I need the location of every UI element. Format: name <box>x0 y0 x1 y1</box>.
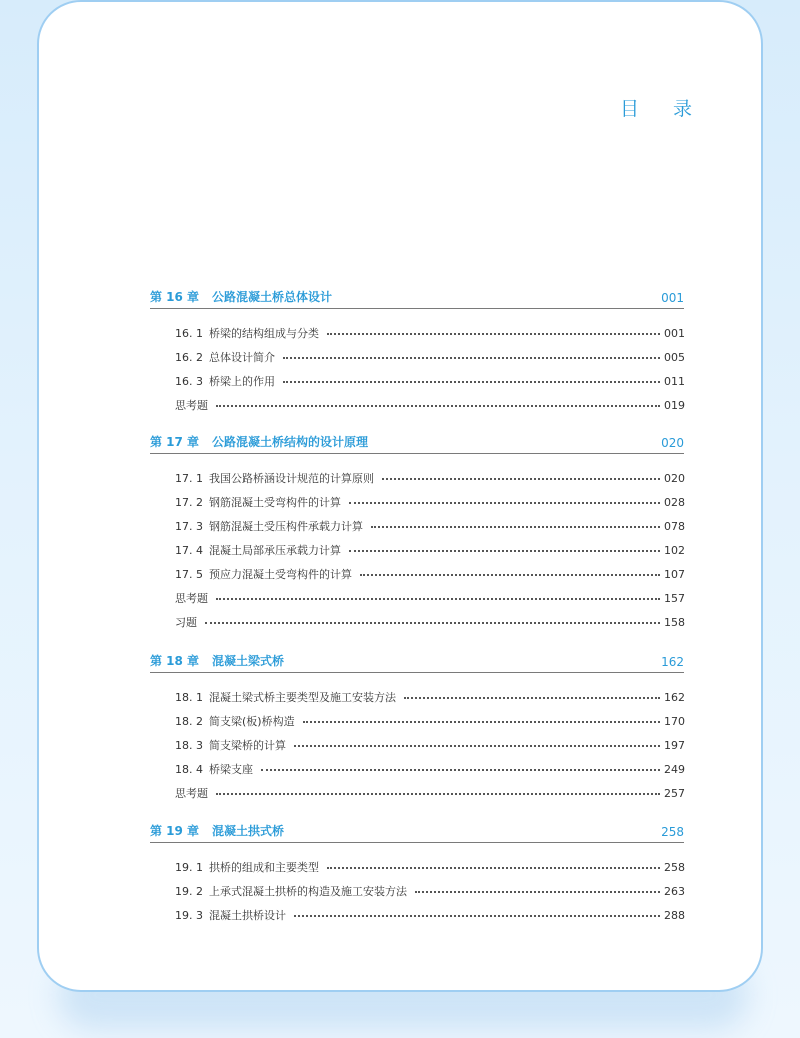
chapter-number: 第 16 章 <box>150 290 200 304</box>
dot-leader <box>294 745 660 747</box>
dot-leader <box>415 891 660 893</box>
entry-number: 16. 1 <box>175 326 203 340</box>
chapter-page: 258 <box>661 825 684 839</box>
entry-page: 249 <box>664 762 685 776</box>
entry-title: 桥梁上的作用 <box>209 375 275 388</box>
chapter-rule <box>150 672 684 673</box>
entry-page: 288 <box>664 908 685 922</box>
dot-leader <box>216 793 660 795</box>
entry-page: 001 <box>664 326 685 340</box>
toc-entry <box>175 518 685 534</box>
entry-number: 19. 1 <box>175 860 203 874</box>
dot-leader <box>294 915 660 917</box>
toc-entry <box>175 397 685 413</box>
entry-page: 107 <box>664 567 685 581</box>
entry-title: 混凝土拱桥设计 <box>209 909 286 922</box>
entry-number: 17. 5 <box>175 567 203 581</box>
entry-number: 17. 1 <box>175 471 203 485</box>
dot-leader <box>360 574 660 576</box>
chapter-heading-18 <box>150 649 684 673</box>
toc-entry <box>175 689 685 705</box>
chapter-page: 162 <box>661 655 684 669</box>
toc-entry <box>175 737 685 753</box>
entry-page: 019 <box>664 398 685 412</box>
entry-page: 078 <box>664 519 685 533</box>
dot-leader <box>303 721 660 723</box>
entry-page: 005 <box>664 350 685 364</box>
entry-title: 钢筋混凝土受压构件承载力计算 <box>209 520 363 533</box>
chapter-heading-19 <box>150 819 684 843</box>
chapter-number: 第 18 章 <box>150 654 200 668</box>
entry-number: 19. 3 <box>175 908 203 922</box>
dot-leader <box>382 478 660 480</box>
entry-number: 17. 2 <box>175 495 203 509</box>
toc-entry <box>175 907 685 923</box>
entry-page: 162 <box>664 690 685 704</box>
toc-entry <box>175 349 685 365</box>
chapter-heading-16 <box>150 285 684 309</box>
chapter-number: 第 19 章 <box>150 824 200 838</box>
entry-title: 习题 <box>175 616 197 629</box>
chapter-heading-17 <box>150 430 684 454</box>
entry-number: 17. 4 <box>175 543 203 557</box>
chapter-title: 混凝土梁式桥 <box>212 654 285 668</box>
toc-entry <box>175 614 685 630</box>
entry-title: 钢筋混凝土受弯构件的计算 <box>209 496 341 509</box>
entry-number: 17. 3 <box>175 519 203 533</box>
toc-entry <box>175 373 685 389</box>
chapter-rule <box>150 453 684 454</box>
toc-entry <box>175 785 685 801</box>
entry-page: 028 <box>664 495 685 509</box>
chapter-number: 第 17 章 <box>150 435 200 449</box>
entry-number: 16. 2 <box>175 350 203 364</box>
chapter-page: 020 <box>661 436 684 450</box>
entry-page: 257 <box>664 786 685 800</box>
entry-title: 简支梁(板)桥构造 <box>209 715 295 728</box>
entry-number: 16. 3 <box>175 374 203 388</box>
toc-entry <box>175 859 685 875</box>
toc-entry <box>175 470 685 486</box>
toc-entry <box>175 590 685 606</box>
toc-entry <box>175 761 685 777</box>
entry-title: 混凝土梁式桥主要类型及施工安装方法 <box>209 691 396 704</box>
entry-number: 18. 2 <box>175 714 203 728</box>
chapter-rule <box>150 842 684 843</box>
dot-leader <box>349 550 660 552</box>
entry-page: 158 <box>664 615 685 629</box>
toc-entry <box>175 542 685 558</box>
entry-title: 混凝土局部承压承载力计算 <box>209 544 341 557</box>
dot-leader <box>327 333 660 335</box>
dot-leader <box>283 357 660 359</box>
dot-leader <box>216 405 660 407</box>
entry-title: 思考题 <box>175 592 208 605</box>
entry-title: 上承式混凝土拱桥的构造及施工安装方法 <box>209 885 407 898</box>
entry-title: 拱桥的组成和主要类型 <box>209 861 319 874</box>
entry-title: 总体设计简介 <box>209 351 275 364</box>
dot-leader <box>404 697 660 699</box>
dot-leader <box>349 502 660 504</box>
entry-page: 102 <box>664 543 685 557</box>
toc-entry <box>175 713 685 729</box>
dot-leader <box>205 622 660 624</box>
entry-title: 桥梁支座 <box>209 763 253 776</box>
chapter-title: 公路混凝土桥结构的设计原理 <box>212 435 369 449</box>
entry-title: 我国公路桥涵设计规范的计算原则 <box>209 472 374 485</box>
entry-page: 258 <box>664 860 685 874</box>
entry-title: 简支梁桥的计算 <box>209 739 286 752</box>
dot-leader <box>371 526 660 528</box>
dot-leader <box>283 381 660 383</box>
entry-page: 157 <box>664 591 685 605</box>
entry-page: 263 <box>664 884 685 898</box>
toc-title: 目 录 <box>620 98 707 120</box>
dot-leader <box>327 867 660 869</box>
toc-entry <box>175 494 685 510</box>
entry-page: 170 <box>664 714 685 728</box>
chapter-rule <box>150 308 684 309</box>
entry-title: 思考题 <box>175 399 208 412</box>
toc-entry <box>175 325 685 341</box>
entry-page: 197 <box>664 738 685 752</box>
entry-title: 预应力混凝土受弯构件的计算 <box>209 568 352 581</box>
toc-entry <box>175 883 685 899</box>
entry-page: 020 <box>664 471 685 485</box>
toc-entry <box>175 566 685 582</box>
chapter-page: 001 <box>661 291 684 305</box>
entry-number: 19. 2 <box>175 884 203 898</box>
entry-page: 011 <box>664 374 685 388</box>
entry-number: 18. 4 <box>175 762 203 776</box>
entry-number: 18. 3 <box>175 738 203 752</box>
entry-number: 18. 1 <box>175 690 203 704</box>
dot-leader <box>216 598 660 600</box>
entry-title: 思考题 <box>175 787 208 800</box>
dot-leader <box>261 769 660 771</box>
entry-title: 桥梁的结构组成与分类 <box>209 327 319 340</box>
chapter-title: 混凝土拱式桥 <box>212 824 285 838</box>
chapter-title: 公路混凝土桥总体设计 <box>212 290 333 304</box>
